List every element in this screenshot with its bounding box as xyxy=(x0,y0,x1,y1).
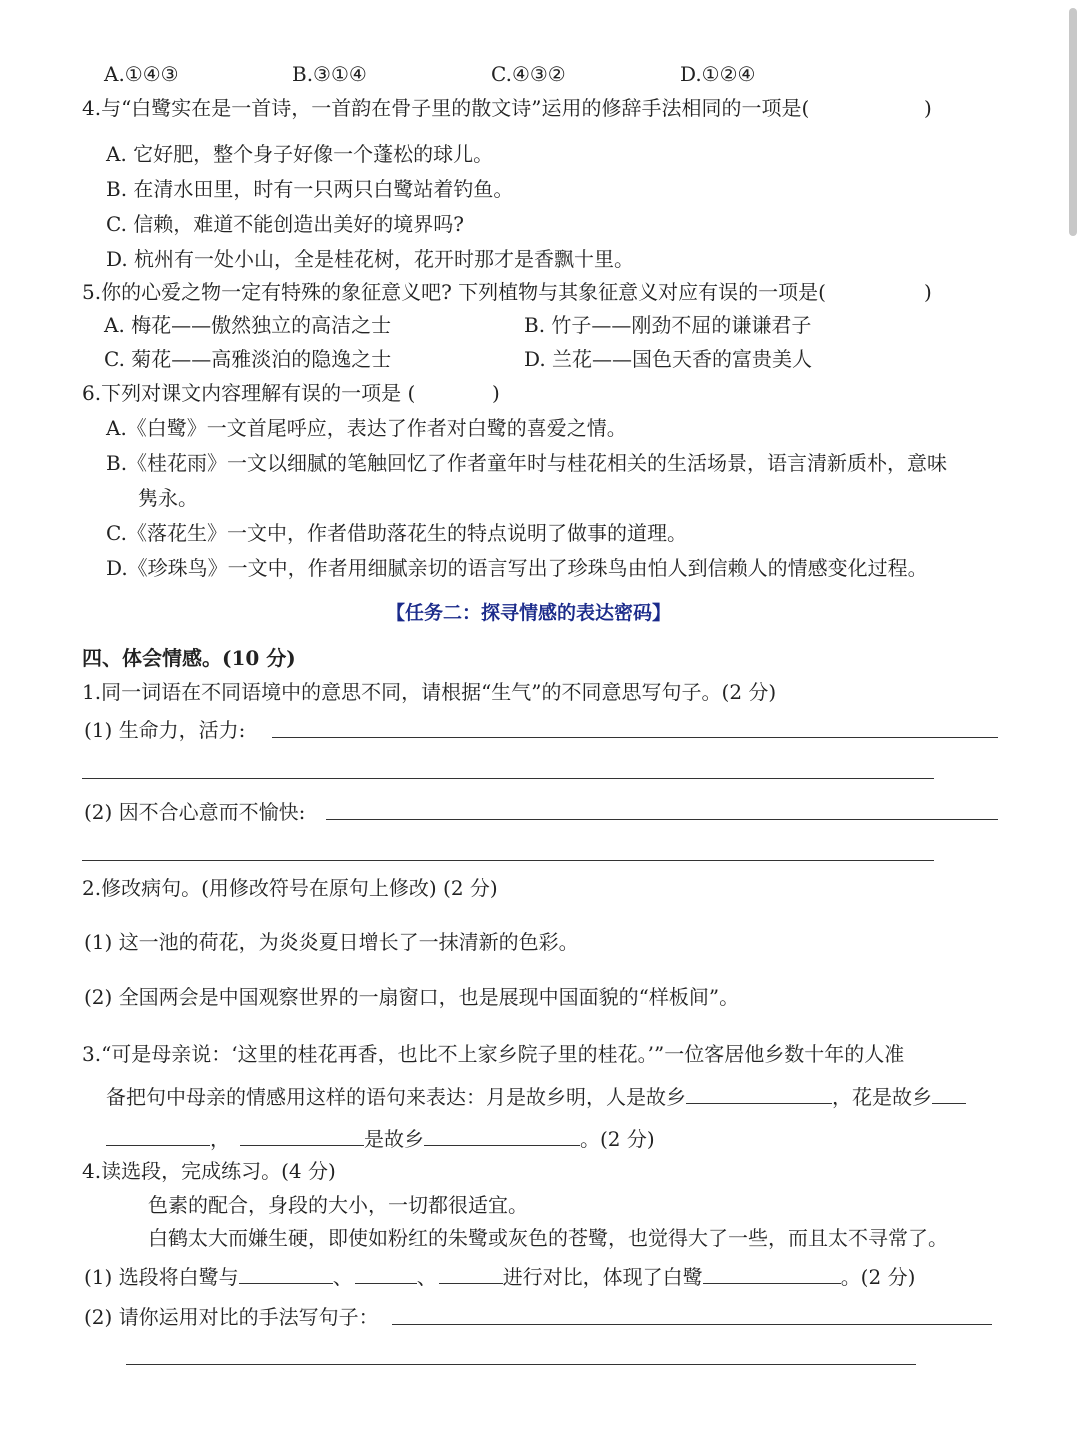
answer-blank[interactable] xyxy=(686,1083,832,1104)
answer-blank[interactable] xyxy=(355,1263,417,1284)
answer-blank[interactable] xyxy=(932,1083,966,1104)
section-4-title: 四、体会情感。(10 分) xyxy=(82,646,296,670)
s4-q3-text: 备把句中母亲的情感用这样的语句来表达：月是故乡明，人是故乡 xyxy=(106,1085,686,1109)
s4-q4-text: 、 xyxy=(416,1265,437,1289)
answer-paren-close: ) xyxy=(492,381,500,405)
task-2-heading: 【任务二：探寻情感的表达密码】 xyxy=(386,602,672,624)
s4-q2-item-1: (1) 这一池的荷花，为炎炎夏日增长了一抹清新的色彩。 xyxy=(84,930,579,954)
question-6-option-d: D.《珍珠鸟》一文中，作者用细腻亲切的语言写出了珍珠鸟由怕人到信赖人的情感变化过程。 xyxy=(106,556,928,580)
s4-q4-item-2-label: (2) 请你运用对比的手法写句子： xyxy=(84,1305,379,1329)
answer-line[interactable] xyxy=(392,1324,992,1325)
answer-paren-close: ) xyxy=(924,280,932,304)
answer-blank[interactable] xyxy=(239,1263,333,1284)
s4-question-3-line-1: 3.“可是母亲说：‘这里的桂花再香，也比不上家乡院子里的桂花。’”一位客居他乡数十年的人准 xyxy=(82,1042,905,1066)
option-d: D.①②④ xyxy=(680,62,756,86)
option-a: A.①④③ xyxy=(104,62,179,86)
question-6-option-c: C.《落花生》一文中，作者借助落花生的特点说明了做事的道理。 xyxy=(106,521,687,545)
answer-blank[interactable] xyxy=(439,1263,503,1284)
answer-line[interactable] xyxy=(126,1364,916,1365)
answer-line[interactable] xyxy=(326,819,998,820)
s4-q4-text: 。(2 分) xyxy=(840,1265,916,1289)
question-6-stem: 6.下列对课文内容理解有误的一项是 ( xyxy=(82,381,416,405)
question-4-stem: 4.与“白鹭实在是一首诗，一首韵在骨子里的散文诗”运用的修辞手法相同的一项是( xyxy=(82,96,810,120)
answer-blank[interactable] xyxy=(240,1125,364,1146)
question-4-option-d: D. 杭州有一处小山，全是桂花树，花开时那才是香飘十里。 xyxy=(106,247,635,271)
question-5-stem: 5.你的心爱之物一定有特殊的象征意义吧? 下列植物与其象征意义对应有误的一项是( xyxy=(82,280,826,304)
passage-paragraph-1: 色素的配合，身段的大小，一切都很适宜。 xyxy=(148,1193,528,1217)
option-c: C.④③② xyxy=(491,62,566,86)
scrollbar-thumb[interactable] xyxy=(1069,8,1077,236)
s4-q4-text: 进行对比，体现了白鹭 xyxy=(502,1265,703,1289)
question-5-option-a: A. 梅花——傲然独立的高洁之士 xyxy=(104,313,392,337)
answer-paren-close: ) xyxy=(924,96,932,120)
s4-q4-item-1 xyxy=(84,1263,915,1290)
s4-q4-text: (1) 选段将白鹭与 xyxy=(84,1265,239,1289)
s4-q2-item-2: (2) 全国两会是中国观察世界的一扇窗口，也是展现中国面貌的“样板间”。 xyxy=(84,985,740,1009)
question-4-option-b: B. 在清水田里，时有一只两只白鹭站着钓鱼。 xyxy=(106,177,514,201)
question-6-option-b: B.《桂花雨》一文以细腻的笔触回忆了作者童年时与桂花相关的生活场景，语言清新质朴，意味 xyxy=(106,451,948,475)
s4-question-4: 4.读选段，完成练习。(4 分) xyxy=(82,1159,336,1183)
option-b: B.③①④ xyxy=(292,62,367,86)
s4-q3-text: 是故乡 xyxy=(364,1127,424,1151)
question-4-option-c: C. 信赖，难道不能创造出美好的境界吗? xyxy=(106,212,465,236)
question-6-option-a: A.《白鹭》一文首尾呼应，表达了作者对白鹭的喜爱之情。 xyxy=(106,416,627,440)
s4-question-2: 2.修改病句。(用修改符号在原句上修改) (2 分) xyxy=(82,876,498,900)
answer-line[interactable] xyxy=(82,778,934,779)
answer-blank[interactable] xyxy=(703,1263,841,1284)
scrollbar[interactable] xyxy=(1066,0,1080,1447)
question-5-option-c: C. 菊花——高雅淡泊的隐逸之士 xyxy=(104,347,392,371)
s4-q1-item-1-label: (1) 生命力，活力: xyxy=(84,718,246,742)
s4-q1-item-2-label: (2) 因不合心意而不愉快: xyxy=(84,800,306,824)
answer-line[interactable] xyxy=(82,860,934,861)
question-5-option-d: D. 兰花——国色天香的富贵美人 xyxy=(524,347,813,371)
s4-question-3-line-2 xyxy=(106,1083,966,1110)
s4-q3-text: ，花是故乡 xyxy=(832,1085,932,1109)
question-5-option-b: B. 竹子——刚劲不屈的谦谦君子 xyxy=(524,313,812,337)
s4-question-1: 1.同一词语在不同语境中的意思不同，请根据“生气”的不同意思写句子。(2 分) xyxy=(82,680,777,704)
s4-question-3-line-3 xyxy=(106,1125,655,1152)
answer-line[interactable] xyxy=(272,737,998,738)
s4-q3-text: ， xyxy=(210,1127,230,1151)
s4-q4-text: 、 xyxy=(332,1265,353,1289)
s4-q3-text: 。(2 分) xyxy=(580,1127,655,1151)
answer-blank[interactable] xyxy=(424,1125,580,1146)
passage-paragraph-2: 白鹤太大而嫌生硬，即使如粉红的朱鹭或灰色的苍鹭，也觉得大了一些，而且太不寻常了。 xyxy=(148,1226,948,1250)
question-4-option-a: A. 它好肥，整个身子好像一个蓬松的球儿。 xyxy=(106,142,494,166)
answer-blank[interactable] xyxy=(106,1125,210,1146)
question-6-option-b-cont: 隽永。 xyxy=(138,486,198,510)
